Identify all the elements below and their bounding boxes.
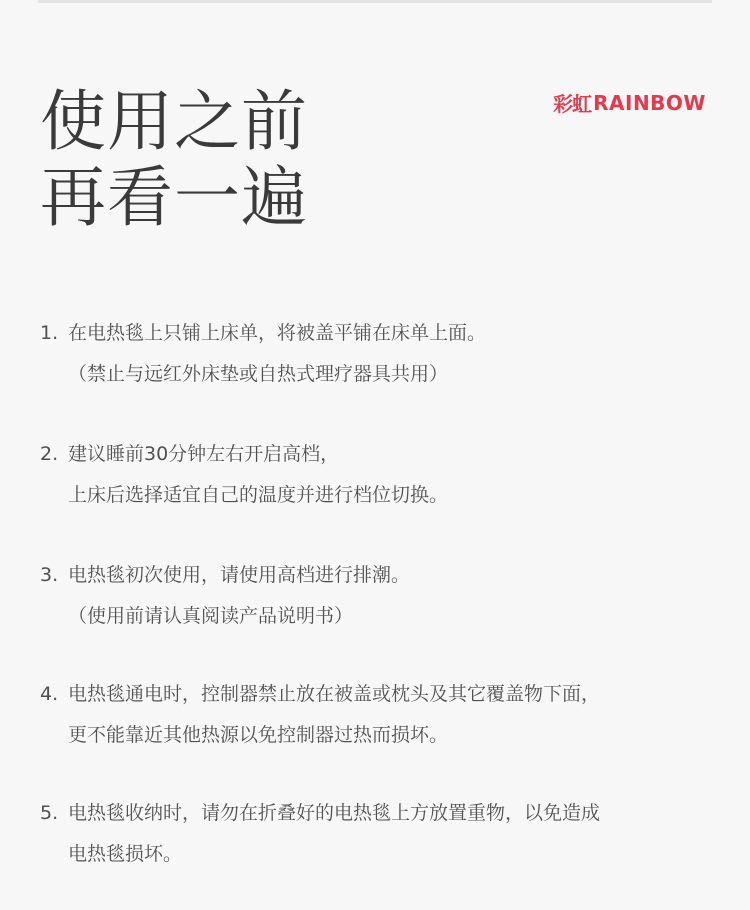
instruction-number: 2. — [40, 443, 59, 465]
instruction-text: 在电热毯上只铺上床单，将被盖平铺在床单上面。 — [68, 322, 487, 344]
instruction-number: 3. — [40, 564, 59, 586]
instruction-number: 4. — [40, 683, 59, 705]
page-title — [40, 84, 308, 236]
page-title-line-1: 使用之前 — [40, 83, 308, 160]
instruction-note: （使用前请认真阅读产品说明书） — [68, 605, 354, 627]
instruction-item-3 — [40, 555, 410, 637]
instruction-text: 上床后选择适宜自己的温度并进行档位切换。 — [68, 484, 449, 506]
instruction-item-2 — [40, 434, 448, 516]
instruction-text: 电热毯初次使用，请使用高档进行排潮。 — [68, 564, 411, 586]
instruction-number: 1. — [40, 322, 59, 344]
instruction-item-5 — [40, 793, 600, 875]
instruction-note: （禁止与远红外床垫或自热式理疗器具共用） — [68, 363, 449, 385]
brand-logo-en: RAINBOW — [593, 90, 706, 115]
instruction-text: 更不能靠近其他热源以免控制器过热而损坏。 — [68, 724, 449, 746]
instruction-text: 建议睡前30分钟左右开启高档， — [68, 443, 340, 465]
instruction-text: 电热毯收纳时，请勿在折叠好的电热毯上方放置重物，以免造成 — [68, 802, 601, 824]
instruction-item-4 — [40, 674, 600, 756]
instruction-number: 5. — [40, 802, 59, 824]
brand-logo-cn: 彩虹 — [553, 92, 592, 116]
instruction-text: 电热毯通电时，控制器禁止放在被盖或枕头及其它覆盖物下面， — [68, 683, 601, 705]
brand-logo — [553, 88, 706, 117]
top-divider — [38, 0, 712, 3]
page-title-line-2: 再看一遍 — [40, 159, 308, 236]
instruction-item-1 — [40, 313, 486, 395]
instruction-text: 电热毯损坏。 — [68, 843, 183, 865]
